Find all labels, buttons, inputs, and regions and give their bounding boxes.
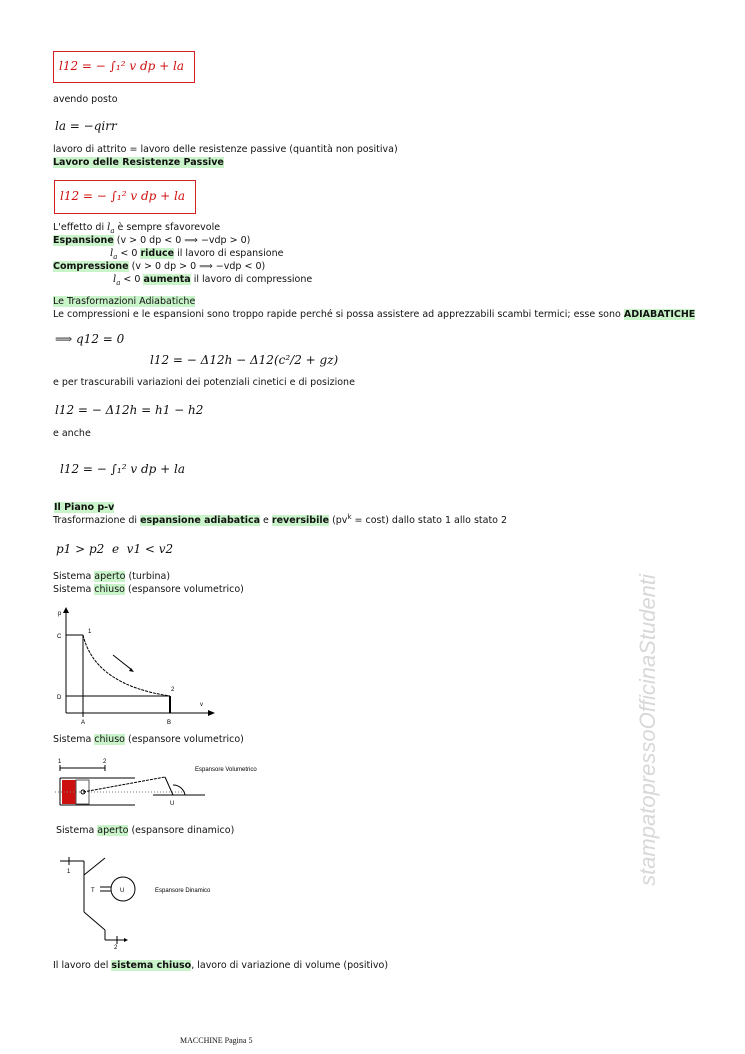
svg-text:1: 1 <box>67 869 71 875</box>
label-U: U <box>170 801 175 807</box>
label-espansore-volumetrico: Espansore Volumetrico <box>195 767 257 773</box>
axis-label-v: v <box>200 702 203 708</box>
heading-piano: Il Piano p-v <box>54 502 115 513</box>
pv-diagram <box>50 605 220 727</box>
heading-adiabatiche: Le Trasformazioni Adiabatiche <box>53 296 196 307</box>
arrow-icon <box>208 710 215 716</box>
label-D: D <box>57 695 62 701</box>
text-espansione: Espansione (v > 0 dp < 0 ⟹ −vdp > 0) <box>53 235 251 246</box>
label-espansore-dinamico: Espansore Dinamico <box>155 888 211 894</box>
text-trasformazione: Trasformazione di espansione adiabatica e reversibile $(pv^k = \cos t)$ dallo stato 1 allo stato 2 <box>53 512 508 526</box>
formula-q12: ⟹ q12 = 0 <box>55 332 125 346</box>
text-e-anche: e anche <box>53 428 91 439</box>
dynamic-expander-diagram <box>55 855 235 950</box>
state-2: 2 <box>171 687 175 693</box>
formula-l12-enthalpy: l12 = − Δ12h = h1 − h2 <box>55 403 204 417</box>
text-compressioni: Le compressioni e le espansioni sono troppo rapide perché si possa assistere ad apprezzabili scambi termici; esse sono ADIABATICHE <box>53 309 696 320</box>
arrow-icon <box>63 607 69 613</box>
axis-label-p: p <box>58 611 62 617</box>
label-C: C <box>57 634 62 640</box>
formula-p-v: p1 > p2 e v1 < v2 <box>56 542 174 556</box>
formula-l12: l12 = − ∫₁² v dp + la <box>60 189 185 203</box>
text-trascurabili: e per trascurabili variazioni dei potenziali cinetici e di posizione <box>53 377 355 388</box>
formula-l12: l12 = − ∫₁² v dp + la <box>59 59 184 73</box>
text-sistema-chiuso: Sistema chiuso (espansore volumetrico) <box>53 584 244 595</box>
label-T: T <box>91 888 95 894</box>
state-1: 1 <box>88 629 92 635</box>
heading-resistenze: Lavoro delle Resistenze Passive <box>53 157 224 168</box>
text-lavoro-sistema-chiuso: Il lavoro del sistema chiuso, lavoro di variazione di volume (positivo) <box>53 960 389 971</box>
svg-text:1: 1 <box>58 759 62 765</box>
text-aumenta: $l_a < 0$ aumenta il lavoro di compressione <box>113 274 313 287</box>
text-attrito: lavoro di attrito = lavoro delle resistenze passive (quantità non positiva) <box>53 144 398 155</box>
svg-text:2: 2 <box>103 759 107 765</box>
svg-text:2: 2 <box>114 945 118 950</box>
label-U: U <box>120 888 125 894</box>
label-B: B <box>167 720 172 726</box>
label-A: A <box>81 720 86 726</box>
text-riduce: $l_a < 0$ riduce il lavoro di espansione <box>110 248 284 261</box>
text-avendo: avendo posto <box>53 94 118 105</box>
text-compressione: Compressione (v > 0 dp > 0 ⟹ −vdp < 0) <box>53 261 266 272</box>
text-effetto: L'effetto di $l_a$ è sempre sfavorevole <box>53 222 221 235</box>
formula-l12-energy: l12 = − Δ12h − Δ12(c²/2 + gz) <box>150 353 339 367</box>
page-footer: MACCHINE Pagina 5 <box>180 1036 253 1045</box>
text-sistema-chiuso: Sistema chiuso (espansore volumetrico) <box>53 734 244 745</box>
formula-l12: l12 = − ∫₁² v dp + la <box>60 462 185 476</box>
volumetric-expander-diagram <box>55 755 275 810</box>
watermark: stampatopressoOfficinaStudenti <box>635 574 660 886</box>
formula-la: la = −qirr <box>55 119 117 133</box>
text-sistema-aperto: Sistema aperto (espansore dinamico) <box>56 825 235 836</box>
text-sistema-aperto: Sistema aperto (turbina) <box>53 571 171 582</box>
